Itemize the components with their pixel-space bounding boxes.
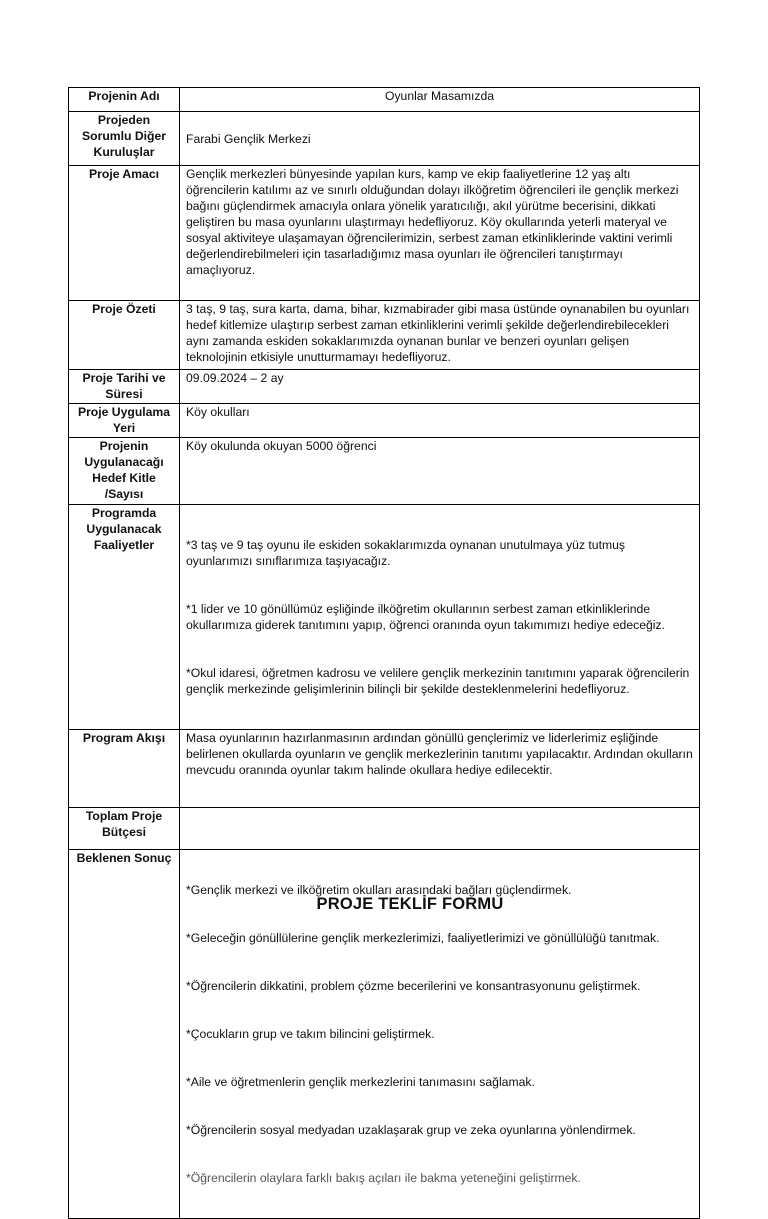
result-item: *Çocukların grup ve takım bilincini geliştirmek.	[186, 1027, 435, 1041]
activity-item: *Okul idaresi, öğretmen kadrosu ve velilere gençlik merkezinin tanıtımını yaparak öğrencilerin gençlik merkezinde gelişimlerinin bilinçli bir şekilde desteklenmelerini hedefliyoruz.	[186, 666, 690, 696]
row-target-audience	[69, 438, 700, 505]
row-purpose	[69, 166, 700, 301]
label-activities: Programda Uygulanacak Faaliyetler	[69, 505, 180, 730]
label-location: Proje Uygulama Yeri	[69, 404, 180, 438]
label-date: Proje Tarihi ve Süresi	[69, 370, 180, 404]
result-item: *Aile ve öğretmenlerin gençlik merkezlerini tanımasını sağlamak.	[186, 1075, 535, 1089]
value-project-name: Oyunlar Masamızda	[180, 88, 700, 112]
activity-item: *1 lider ve 10 gönüllümüz eşliğinde ilköğretim okullarının serbest zaman etkinliklerinde okullarımıza giderek tanıtımını yapıp, öğrenci oranında oyun takımımızı hediye edeceğiz.	[186, 602, 665, 632]
row-date	[69, 370, 700, 404]
label-budget: Toplam Proje Bütçesi	[69, 808, 180, 850]
value-program-flow: Masa oyunlarının hazırlanmasının ardından gönüllü gençlerimiz ve liderlerimiz eşliğinde belirlenen okullarda oyunların ve gençlik merkezlerinin tanıtımı yapılacaktır. Ardından okulların mevcudu oranında oyunlar takım halinde okullara hediye edilecektir.	[180, 730, 700, 808]
label-program-flow: Program Akışı	[69, 730, 180, 808]
row-budget	[69, 808, 700, 850]
result-item: *Gençlik merkezi ve ilköğretim okulları arasındaki bağları güçlendirmek.	[186, 883, 572, 897]
row-project-name	[69, 88, 700, 112]
value-location: Köy okulları	[180, 404, 700, 438]
row-organizations	[69, 112, 700, 166]
label-project-name: Projenin Adı	[69, 88, 180, 112]
result-item: *Öğrencilerin olaylara farklı bakış açıları ile bakma yeteneğini geliştirmek.	[186, 1171, 581, 1185]
label-purpose: Proje Amacı	[69, 166, 180, 301]
value-organizations: Farabi Gençlik Merkezi	[180, 112, 700, 166]
result-item: *Öğrencilerin sosyal medyadan uzaklaşarak grup ve zeka oyunlarına yönlendirmek.	[186, 1123, 636, 1137]
label-target-audience: Projenin Uygulanacağı Hedef Kitle /Sayısı	[69, 438, 180, 505]
value-target-audience: Köy okulunda okuyan 5000 öğrenci	[180, 438, 700, 505]
value-budget	[180, 808, 700, 850]
row-activities	[69, 505, 700, 730]
row-summary	[69, 301, 700, 370]
label-expected-result: Beklenen Sonuç	[69, 850, 180, 1219]
form-title: PROJE TEKLİF FORMU	[316, 895, 504, 913]
activity-item: *3 taş ve 9 taş oyunu ile eskiden sokaklarımızda oynanan unutulmaya yüz tutmuş oyunlarımızı sınıflarımıza taşıyacağız.	[186, 538, 625, 568]
value-date: 09.09.2024 – 2 ay	[180, 370, 700, 404]
row-location	[69, 404, 700, 438]
project-proposal-table	[68, 87, 700, 1219]
value-purpose: Gençlik merkezleri bünyesinde yapılan kurs, kamp ve ekip faaliyetlerine 12 yaş altı öğrencilerin katılımı az ve sınırlı olduğundan dolayı ilköğretim öğrencileri ile gençlik merkezi bağını güçlendirmek amacıyla onlara yönelik yaratıcılığı, akıl yürütme becerisini, dikkati geliştiren bu masa oyunlarını ulaştırmayı hedefliyoruz. Köy okullarında yeterli materyal ve sosyal aktiviteye ulaşamayan öğrencilerimizin, serbest zaman etkinliklerinde vaktini verimli değerlendirebilmeleri için tasarladığımız masa oyunları ile öğrencileri tanıştırmayı amaçlıyoruz.	[180, 166, 700, 301]
value-summary: 3 taş, 9 taş, sura karta, dama, bihar, kızmabirader gibi masa üstünde oynanabilen bu oyunları hedef kitlemize ulaştırıp serbest zaman etkinliklerini verimli şekilde değerlendirebilecekleri aynı zamanda eskiden sokaklarımızda oynanan bunlar ve benzeri oyunları gelişen teknolojinin etkisiyle unutturmamayı hedefliyoruz.	[180, 301, 700, 370]
value-activities	[180, 505, 700, 730]
result-item: *Geleceğin gönüllülerine gençlik merkezlerimizi, faaliyetlerimizi ve gönüllülüğü tanıtmak.	[186, 931, 660, 945]
label-organizations: Projeden Sorumlu Diğer Kuruluşlar	[69, 112, 180, 166]
label-summary: Proje Özeti	[69, 301, 180, 370]
result-item: *Öğrencilerin dikkatini, problem çözme becerilerini ve konsantrasyonunu geliştirmek.	[186, 979, 641, 993]
row-program-flow	[69, 730, 700, 808]
